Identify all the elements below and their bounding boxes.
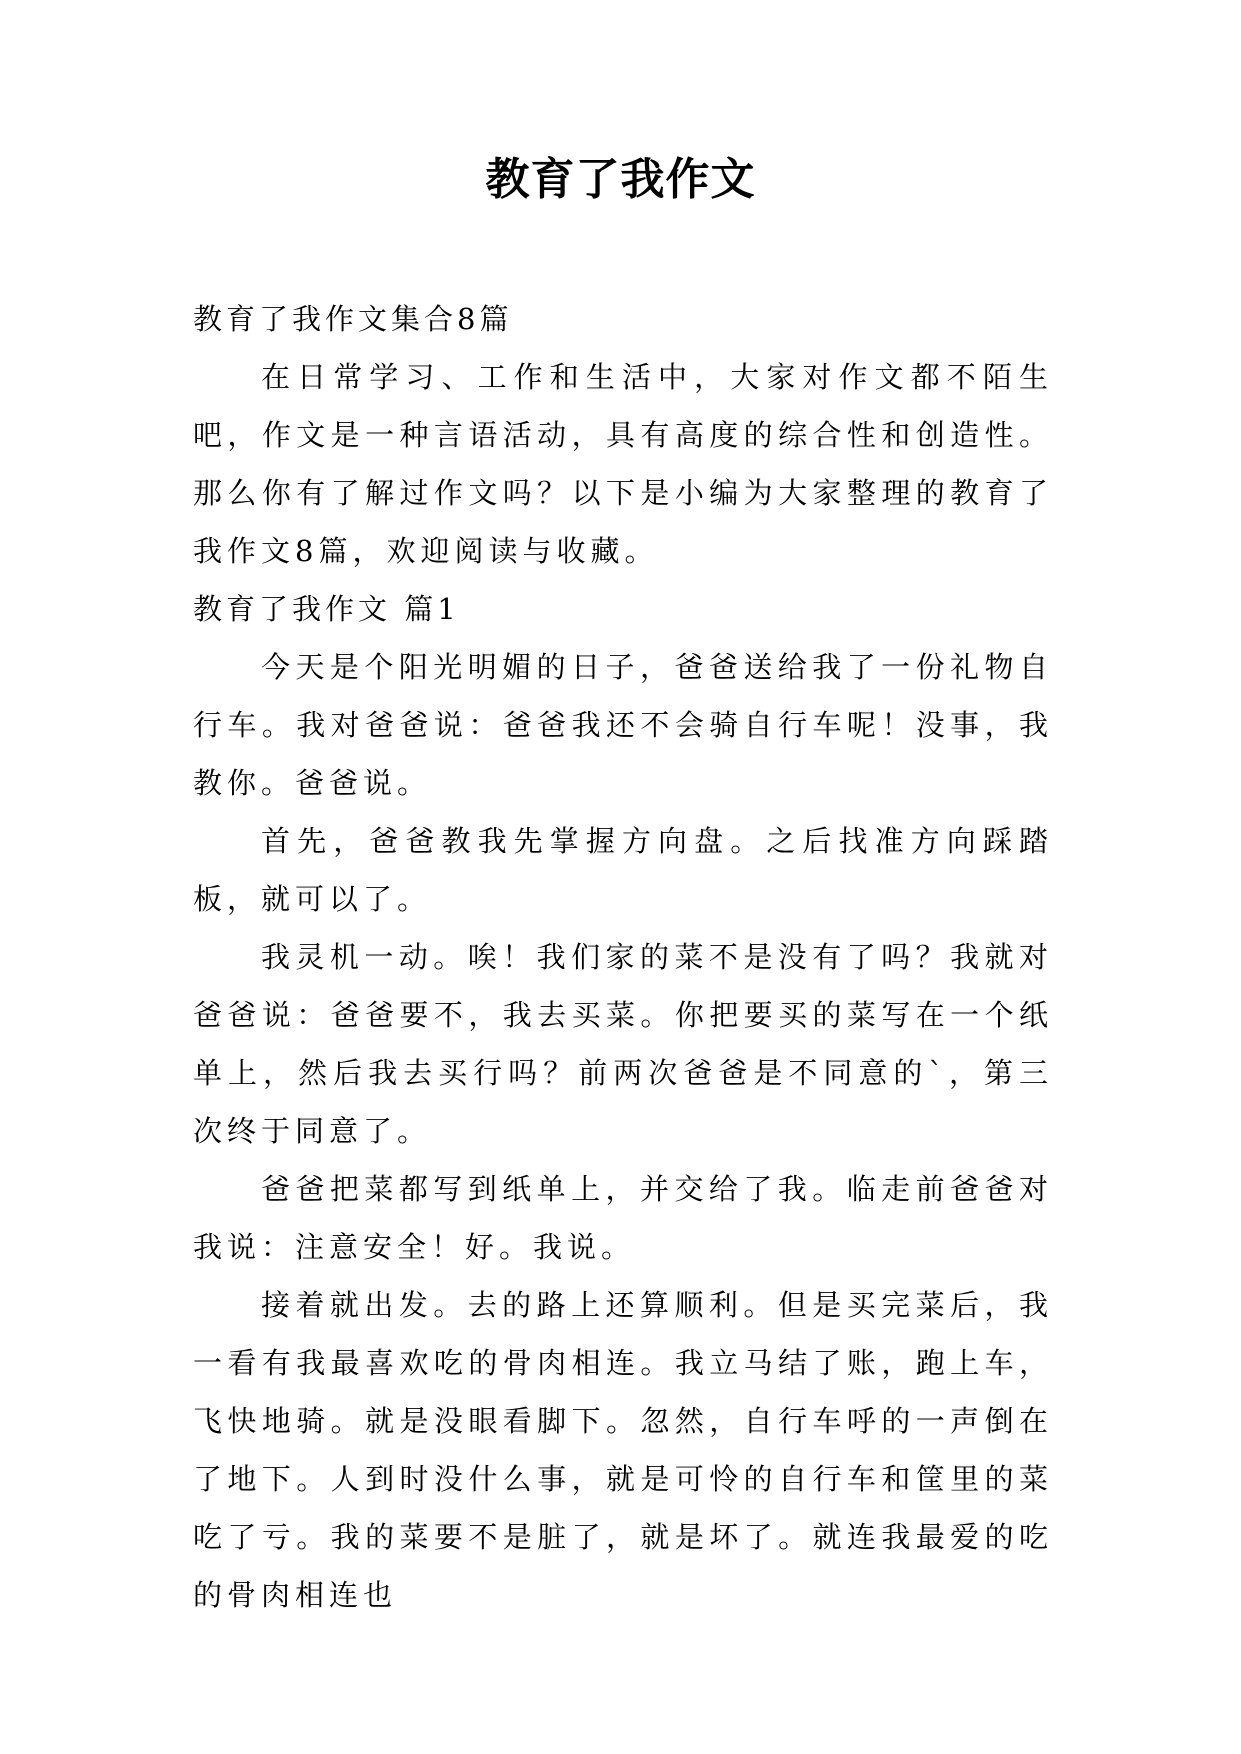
essay-paragraph: 爸爸把菜都写到纸单上，并交给了我。临走前爸爸对我说：注意安全！好。我说。 <box>193 1172 1053 1264</box>
document-body <box>193 290 1053 1624</box>
document-title: 教育了我作文 <box>485 154 756 205</box>
essay-paragraph: 首先，爸爸教我先掌握方向盘。之后找准方向踩踏板，就可以了。 <box>193 824 1053 916</box>
essay-paragraph: 我灵机一动。唉！我们家的菜不是没有了吗？我就对爸爸说：爸爸要不，我去买菜。你把要买的菜写在一个纸单上，然后我去买行吗？前两次爸爸是不同意的`，第三次终于同意了。 <box>193 940 1053 1148</box>
essay-paragraph: 接着就出发。去的路上还算顺利。但是买完菜后，我一看有我最喜欢吃的骨肉相连。我立马结了账，跑上车，飞快地骑。就是没眼看脚下。忽然，自行车呼的一声倒在了地下。人到时没什么事，就是可怜的自行车和筐里的菜吃了亏。我的菜要不是脏了，就是坏了。就连我最爱的吃的骨肉相连也 <box>193 1288 1053 1612</box>
essay-paragraph: 今天是个阳光明媚的日子，爸爸送给我了一份礼物自行车。我对爸爸说：爸爸我还不会骑自行车呢！没事，我教你。爸爸说。 <box>193 650 1053 800</box>
intro-paragraph: 在日常学习、工作和生活中，大家对作文都不陌生吧，作文是一种言语活动，具有高度的综合性和创造性。那么你有了解过作文吗？以下是小编为大家整理的教育了我作文8篇，欢迎阅读与收藏。 <box>193 360 1053 568</box>
collection-heading: 教育了我作文集合8篇 <box>193 302 513 336</box>
essay-1-heading: 教育了我作文 篇1 <box>193 592 460 626</box>
